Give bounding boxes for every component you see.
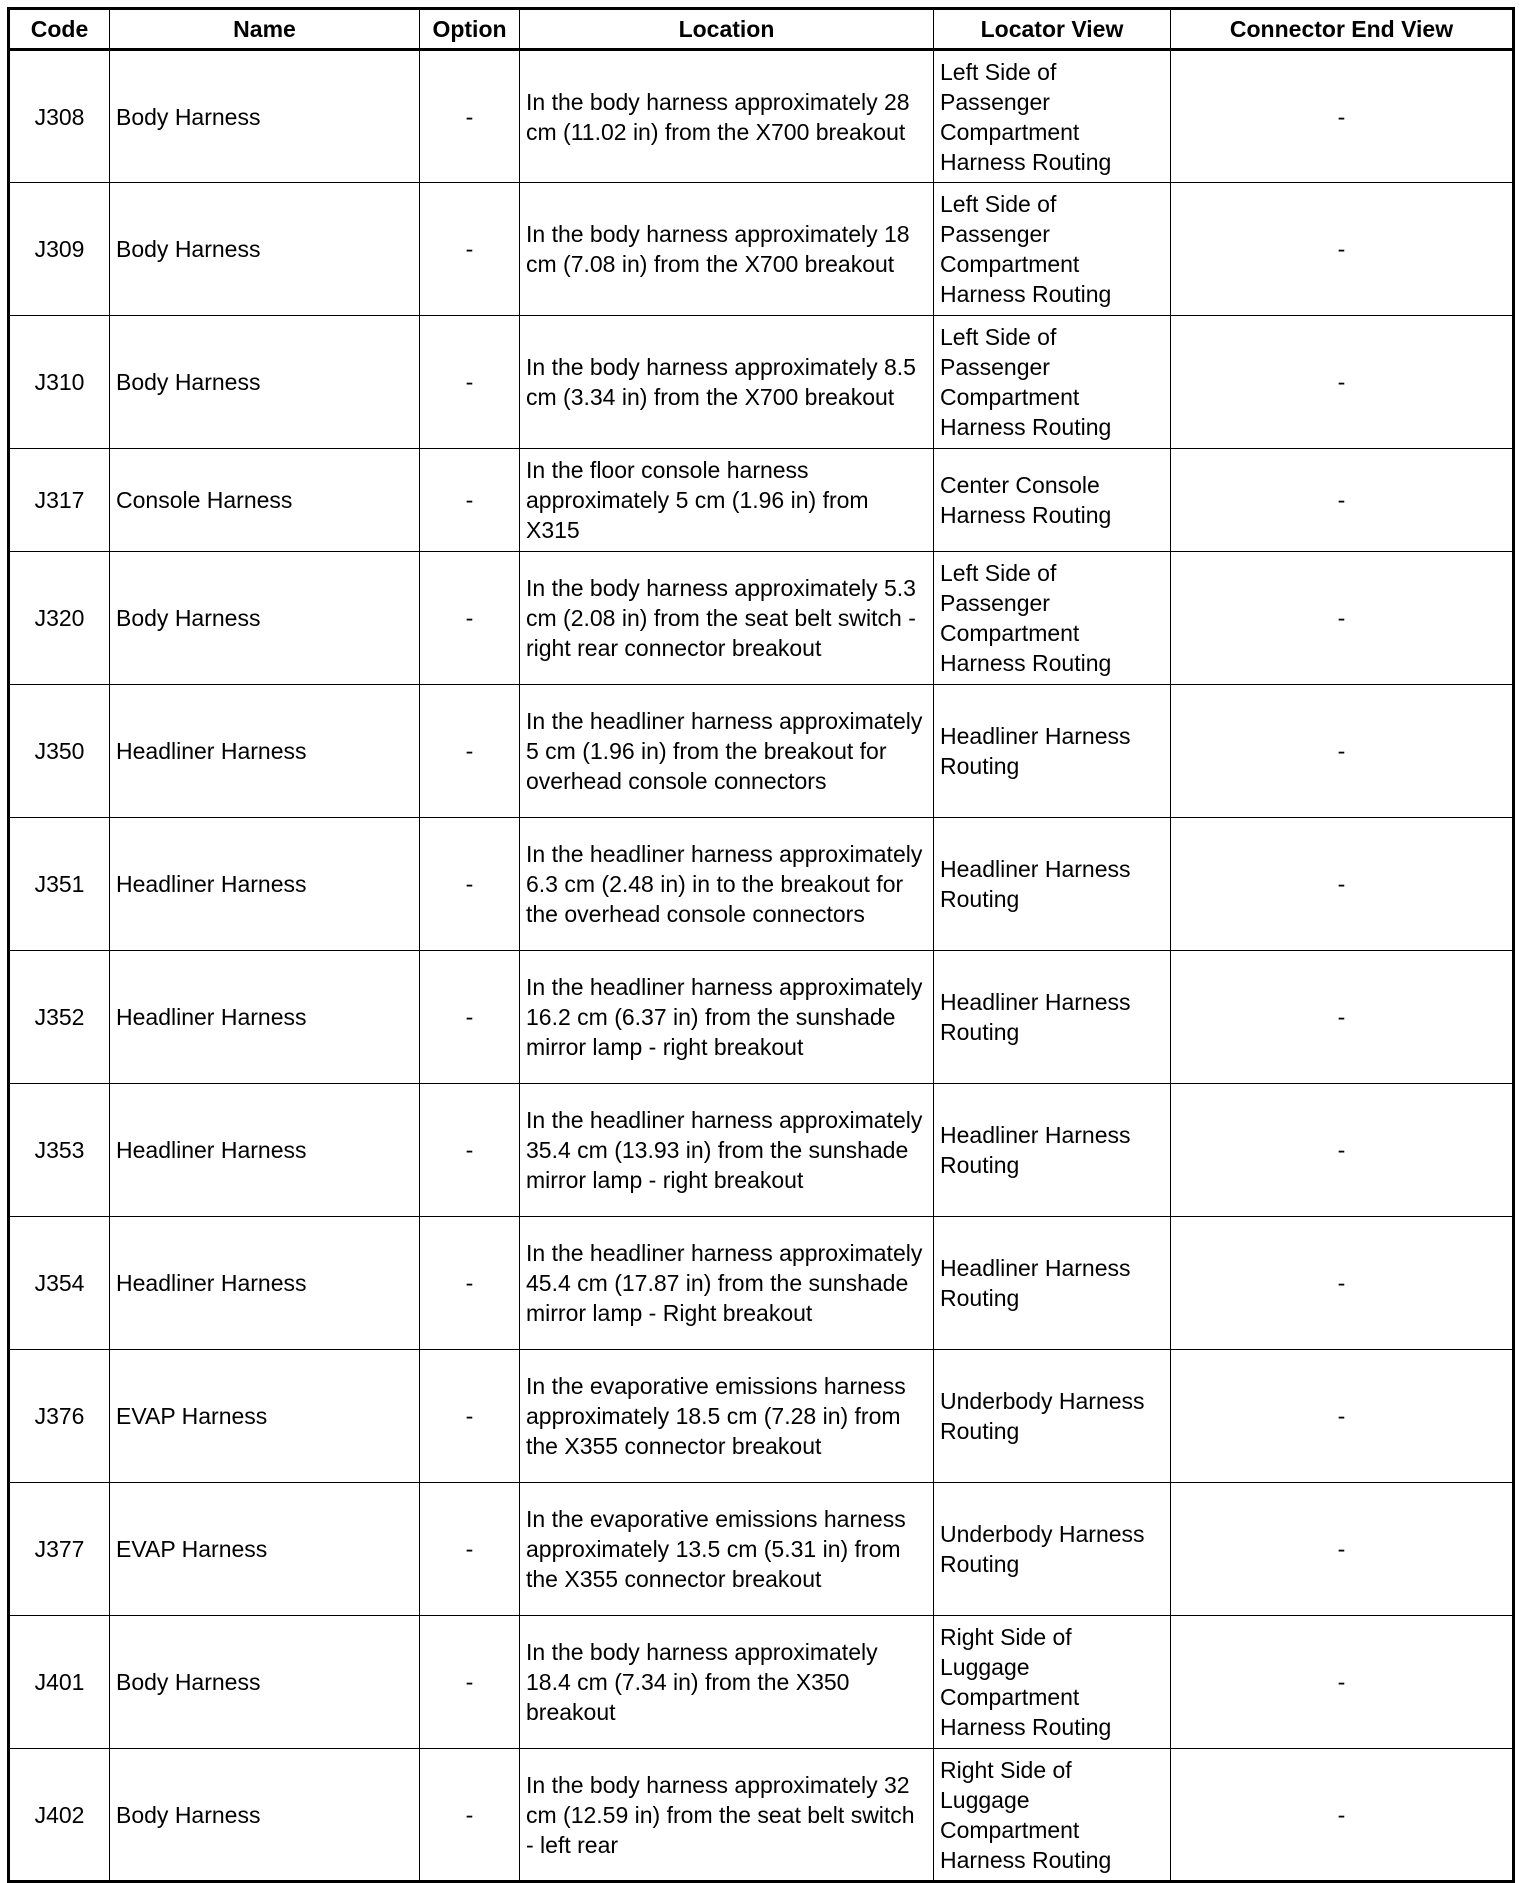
cell-name: Body Harness [110,50,420,183]
cell-code: J354 [9,1217,110,1350]
cell-name: Headliner Harness [110,818,420,951]
cell-location: In the body harness approximately 5.3 cm (2.08 in) from the seat belt switch - right rear connector breakout [520,552,934,685]
cell-location: In the body harness approximately 28 cm (11.02 in) from the X700 breakout [520,50,934,183]
cell-option: - [420,1350,520,1483]
cell-connector-end-view: - [1171,685,1514,818]
cell-name: Body Harness [110,183,420,316]
table-row [9,183,1514,316]
cell-option: - [420,50,520,183]
cell-name: Body Harness [110,552,420,685]
splice-table [7,7,1515,1883]
table-row [9,50,1514,183]
cell-locator-view: Right Side of Luggage Compartment Harness Routing [934,1616,1171,1749]
cell-location: In the headliner harness approximately 16.2 cm (6.37 in) from the sunshade mirror lamp - right breakout [520,951,934,1084]
cell-option: - [420,1217,520,1350]
cell-connector-end-view: - [1171,183,1514,316]
cell-connector-end-view: - [1171,1217,1514,1350]
cell-code: J401 [9,1616,110,1749]
cell-location: In the evaporative emissions harness approximately 13.5 cm (5.31 in) from the X355 connector breakout [520,1483,934,1616]
cell-locator-view: Headliner Harness Routing [934,1217,1171,1350]
cell-connector-end-view: - [1171,1084,1514,1217]
cell-connector-end-view: - [1171,552,1514,685]
cell-name: Headliner Harness [110,951,420,1084]
header-name: Name [110,9,420,50]
table-row [9,1217,1514,1350]
cell-code: J320 [9,552,110,685]
cell-code: J377 [9,1483,110,1616]
cell-option: - [420,818,520,951]
table-row [9,449,1514,552]
cell-code: J351 [9,818,110,951]
cell-connector-end-view: - [1171,951,1514,1084]
cell-connector-end-view: - [1171,449,1514,552]
cell-code: J308 [9,50,110,183]
cell-code: J402 [9,1749,110,1882]
cell-locator-view: Headliner Harness Routing [934,685,1171,818]
cell-location: In the evaporative emissions harness approximately 18.5 cm (7.28 in) from the X355 connector breakout [520,1350,934,1483]
cell-location: In the body harness approximately 32 cm (12.59 in) from the seat belt switch - left rear [520,1749,934,1882]
cell-locator-view: Left Side of Passenger Compartment Harness Routing [934,50,1171,183]
cell-option: - [420,183,520,316]
header-option: Option [420,9,520,50]
header-row [9,9,1514,50]
header-locator-view: Locator View [934,9,1171,50]
cell-locator-view: Underbody Harness Routing [934,1350,1171,1483]
cell-name: Headliner Harness [110,685,420,818]
cell-connector-end-view: - [1171,316,1514,449]
header-code: Code [9,9,110,50]
cell-locator-view: Headliner Harness Routing [934,951,1171,1084]
cell-name: Body Harness [110,1616,420,1749]
cell-code: J376 [9,1350,110,1483]
table-row [9,1350,1514,1483]
cell-connector-end-view: - [1171,1350,1514,1483]
cell-code: J310 [9,316,110,449]
table-row [9,316,1514,449]
cell-name: Console Harness [110,449,420,552]
cell-name: Headliner Harness [110,1084,420,1217]
cell-location: In the body harness approximately 18 cm (7.08 in) from the X700 breakout [520,183,934,316]
cell-connector-end-view: - [1171,818,1514,951]
cell-locator-view: Underbody Harness Routing [934,1483,1171,1616]
cell-location: In the headliner harness approximately 6.3 cm (2.48 in) in to the breakout for the overhead console connectors [520,818,934,951]
cell-location: In the body harness approximately 8.5 cm (3.34 in) from the X700 breakout [520,316,934,449]
cell-name: EVAP Harness [110,1483,420,1616]
cell-connector-end-view: - [1171,1749,1514,1882]
cell-location: In the body harness approximately 18.4 cm (7.34 in) from the X350 breakout [520,1616,934,1749]
cell-option: - [420,449,520,552]
cell-location: In the headliner harness approximately 5 cm (1.96 in) from the breakout for overhead console connectors [520,685,934,818]
table-row [9,1616,1514,1749]
cell-locator-view: Headliner Harness Routing [934,1084,1171,1217]
table-row [9,552,1514,685]
cell-location: In the headliner harness approximately 35.4 cm (13.93 in) from the sunshade mirror lamp - right breakout [520,1084,934,1217]
table-row [9,1483,1514,1616]
cell-locator-view: Left Side of Passenger Compartment Harness Routing [934,183,1171,316]
cell-option: - [420,316,520,449]
cell-connector-end-view: - [1171,1483,1514,1616]
cell-locator-view: Left Side of Passenger Compartment Harness Routing [934,552,1171,685]
table-row [9,1084,1514,1217]
cell-locator-view: Right Side of Luggage Compartment Harness Routing [934,1749,1171,1882]
cell-code: J309 [9,183,110,316]
cell-connector-end-view: - [1171,50,1514,183]
cell-option: - [420,951,520,1084]
cell-option: - [420,1749,520,1882]
table-row [9,685,1514,818]
cell-code: J350 [9,685,110,818]
cell-name: EVAP Harness [110,1350,420,1483]
header-location: Location [520,9,934,50]
cell-locator-view: Left Side of Passenger Compartment Harness Routing [934,316,1171,449]
cell-code: J317 [9,449,110,552]
cell-name: Headliner Harness [110,1217,420,1350]
cell-name: Body Harness [110,316,420,449]
table-row [9,1749,1514,1882]
cell-option: - [420,685,520,818]
cell-locator-view: Headliner Harness Routing [934,818,1171,951]
table-row [9,951,1514,1084]
cell-location: In the floor console harness approximately 5 cm (1.96 in) from X315 [520,449,934,552]
cell-location: In the headliner harness approximately 45.4 cm (17.87 in) from the sunshade mirror lamp - Right breakout [520,1217,934,1350]
cell-code: J353 [9,1084,110,1217]
cell-option: - [420,1616,520,1749]
cell-connector-end-view: - [1171,1616,1514,1749]
cell-option: - [420,552,520,685]
cell-name: Body Harness [110,1749,420,1882]
cell-option: - [420,1084,520,1217]
table-body [9,50,1514,1882]
header-connector-end-view: Connector End View [1171,9,1514,50]
table-row [9,818,1514,951]
cell-code: J352 [9,951,110,1084]
cell-option: - [420,1483,520,1616]
cell-locator-view: Center Console Harness Routing [934,449,1171,552]
